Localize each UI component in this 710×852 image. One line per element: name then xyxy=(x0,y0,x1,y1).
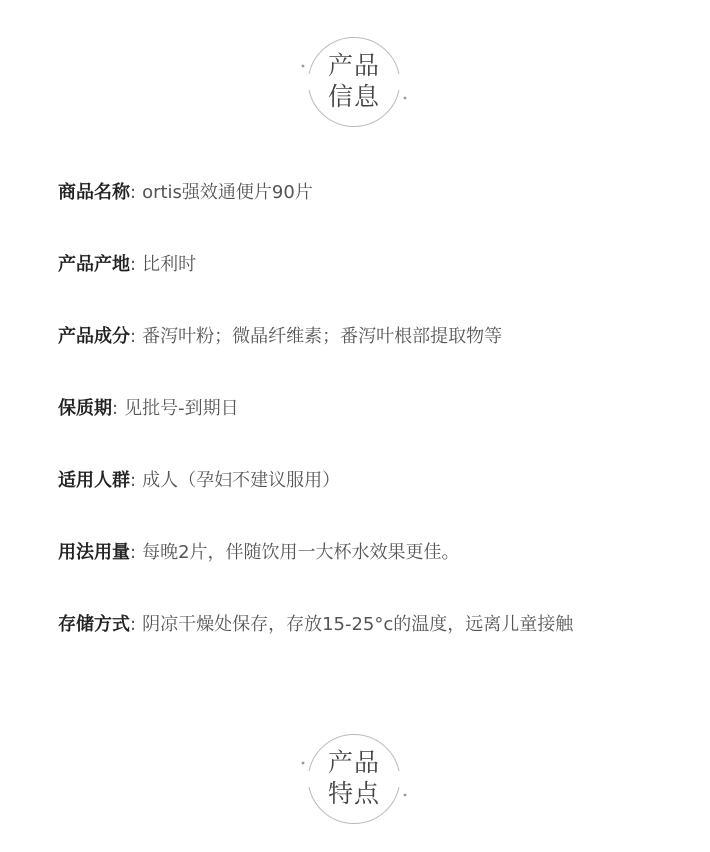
info-value: 见批号-到期日 xyxy=(124,398,239,419)
info-label: 用法用量 xyxy=(58,542,130,563)
info-colon: : xyxy=(130,614,137,635)
section-badge-product-features xyxy=(299,723,409,833)
badge-title-line1: 产品 xyxy=(327,748,380,777)
info-label: 产品产地 xyxy=(58,254,130,275)
info-colon: : xyxy=(130,326,137,347)
info-label: 存储方式 xyxy=(58,614,130,635)
info-row-ingredients xyxy=(58,325,502,349)
info-row-dosage xyxy=(58,541,460,565)
section-badge-product-info xyxy=(299,26,409,136)
info-value: 阴凉干燥处保存，存放15-25°c的温度，远离儿童接触 xyxy=(142,614,574,635)
info-colon: : xyxy=(130,254,137,275)
info-colon: : xyxy=(130,542,137,563)
info-value: ortis强效通便片90片 xyxy=(142,182,313,203)
badge-title xyxy=(299,50,409,112)
info-row-origin xyxy=(58,253,196,277)
info-value: 成人（孕妇不建议服用） xyxy=(142,470,341,491)
info-value: 每晚2片，伴随饮用一大杯水效果更佳。 xyxy=(142,542,460,563)
info-row-storage xyxy=(58,613,573,637)
info-colon: : xyxy=(112,398,119,419)
info-row-shelf-life xyxy=(58,397,239,421)
info-row-target-group xyxy=(58,469,340,493)
info-label: 适用人群 xyxy=(58,470,130,491)
badge-title-line2: 信息 xyxy=(327,82,380,111)
info-colon: : xyxy=(130,182,137,203)
info-label: 产品成分 xyxy=(58,326,130,347)
info-row-product-name xyxy=(58,181,313,205)
badge-title-line2: 特点 xyxy=(327,779,380,808)
info-label: 商品名称 xyxy=(58,182,130,203)
info-value: 比利时 xyxy=(142,254,197,275)
badge-title-line1: 产品 xyxy=(327,51,380,80)
info-label: 保质期 xyxy=(58,398,112,419)
badge-title xyxy=(299,747,409,809)
info-value: 番泻叶粉；微晶纤维素；番泻叶根部提取物等 xyxy=(142,326,503,347)
info-colon: : xyxy=(130,470,137,491)
